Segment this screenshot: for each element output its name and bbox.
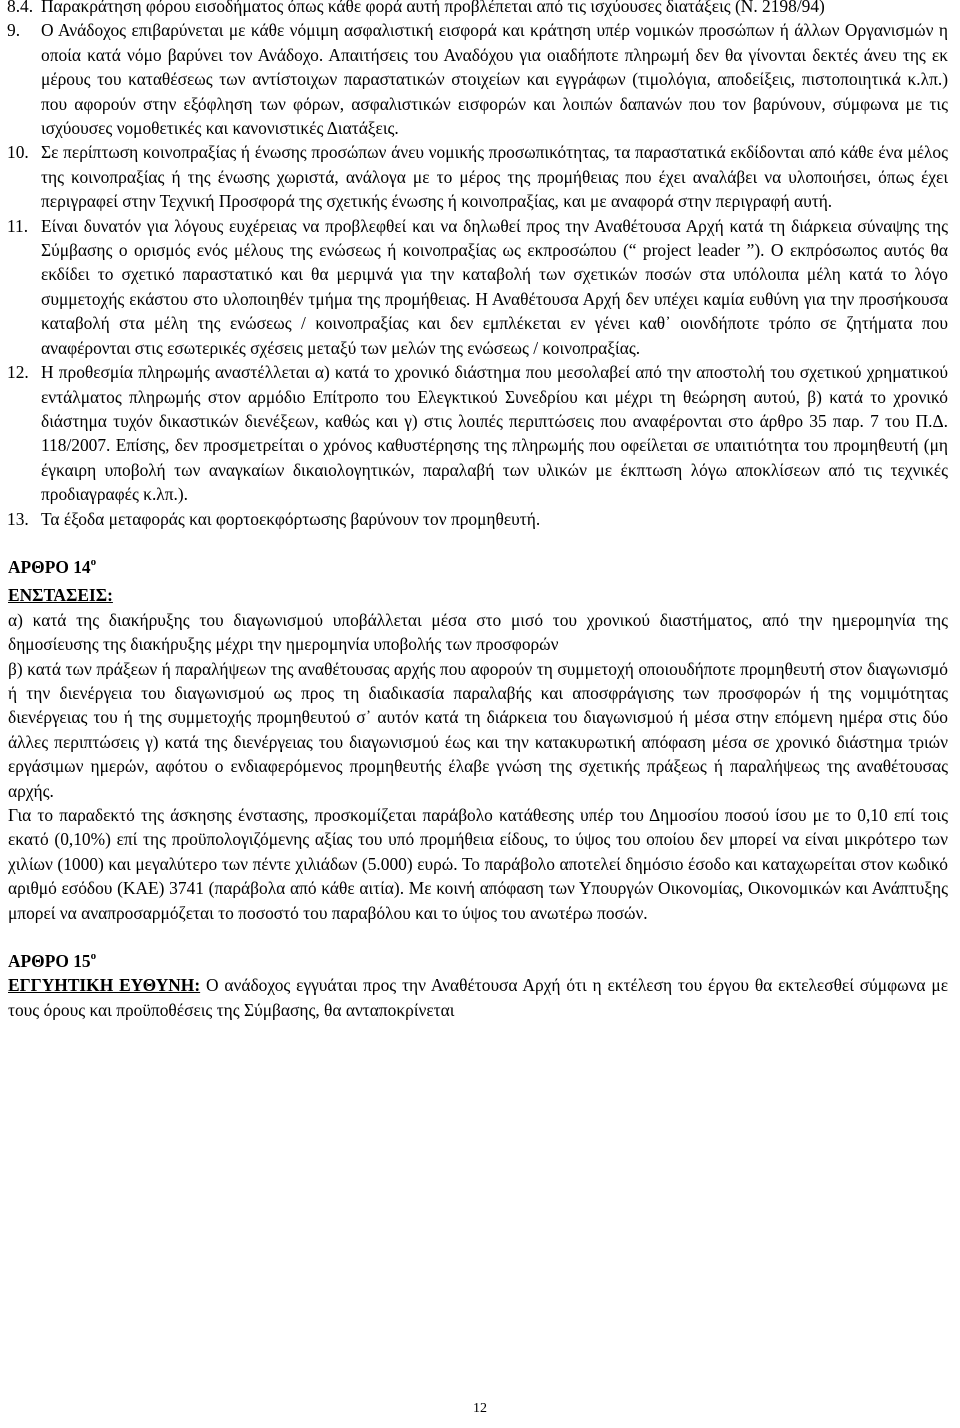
article-15-paragraph — [0, 973, 948, 1022]
clause-8-4 — [0, 0, 948, 18]
clause-text: Ο Ανάδοχος επιβαρύνεται με κάθε νόμιμη ασφαλιστική εισφορά και κράτηση υπέρ νομικών προσώπων ή άλλων Οργανισμών η οποία κατά νόμο βαρύνει τον Ανάδοχο. Απαιτήσεις του Αναδόχου για οιαδήποτε πληρωμή δεν θα γίνονται δεκτές άνευ της εκ μέρους του καταθέσεως των αντίστοιχων παραστατικών στοιχείων και εγγράφων (τιμολόγια, αποδείξεις, πιστοποιητικά κ.λπ.) που αφορούν στην εξόφληση των φόρων, ασφαλιστικών εισφορών και λοιπών δαπανών που τον βαρύνουν, σύμφωνα με τις ισχύουσες νομοθετικές και κανονιστικές Διατάξεις. — [41, 20, 948, 139]
page-number: 12 — [473, 1401, 487, 1416]
article-15-text: Ο ανάδοχος εγγυάται προς την Αναθέτουσα Αρχή ότι η εκτέλεση του έργου θα εκτελεσθεί σύμφωνα με τους όρους και προϋποθέσεις της Σύμβασης, θα ανταποκρίνεται — [8, 975, 948, 1020]
clause-number: 8.4. — [7, 0, 34, 16]
ordinal-superscript: ο — [90, 556, 97, 569]
clause-number: 10. — [7, 142, 29, 163]
clause-10 — [0, 140, 948, 213]
clause-number: 11. — [7, 215, 29, 236]
clause-9 — [0, 18, 948, 140]
article-15-subheading: ΕΓΓΥΗΤΙΚΗ ΕΥΘΥΝΗ: — [8, 975, 201, 996]
clause-text: Η προθεσμία πληρωμής αναστέλλεται α) κατά το χρονικό διάστημα που μεσολαβεί από την αποστολή του σχετικού χρηματικού εντάλματος πληρωμής στον αρμόδιο Επίτροπο του Ελεγκτικού Συνεδρίου και μέχρι τη θεώρηση αυτού, β) κατά το χρονικό διάστημα τυχόν δικαστικών διενέξεων, καθώς και γ) στις λοιπές περιπτώσεις που αναφέρονται στο άρθρο 35 παρ. 7 του Π.Δ. 118/2007. Επίσης, δεν προσμετρείται ο χρόνος καθυστέρησης της πληρωμής που οφείλεται σε υπαιτιότητα του προμηθευτή (μη έγκαιρη υποβολή των αναγκαίων δικαιολογητικών, παραλαβή των υλικών με έκπτωση λόγω αποκλίσεων από τις τεχνικές προδιαγραφές κ.λπ.). — [41, 362, 948, 505]
clause-text: Σε περίπτωση κοινοπραξίας ή ένωσης προσώπων άνευ νομικής προσωπικότητας, τα παραστατικά εκδίδονται από κάθε ένα μέλος της κοινοπραξίας ή της ένωσης χωριστά, ανάλογα με το μέρος της προμήθειας που έχει αναλάβει να υλοποιήσει, όπως έχει περιγραφεί στην Τεχνική Προσφορά της σχετικής ένωσης ή κοινοπραξίας, και με αναφορά στην περιγραφή αυτή. — [41, 142, 948, 212]
clause-number: 13. — [7, 508, 29, 529]
article-14-paragraph-fee: Για το παραδεκτό της άσκησης ένστασης, προσκομίζεται παράβολο κατάθεσης υπέρ του Δημοσίου ποσού ίσου με το 0,10 επί τοις εκατό (0,10%) επί της προϋπολογιζόμενης αξίας του υπό προμήθεια είδους, το ύψος του οποίου δεν μπορεί να είναι μικρότερο των χιλίων (1000) και μεγαλύτερο των πέντε χιλιάδων (5.000) ευρώ. Το παράβολο αποτελεί δημόσιο έσοδο και καταχωρείται στον κωδικό αριθμό εσόδου (ΚΑΕ) 3741 (παράβολα από κάθε αιτία). Με κοινή απόφαση των Υπουργών Οικονομίας, Οικονομικών και Ανάπτυξης μπορεί να αναπροσαρμόζεται το ποσοστό του παραβόλου και το ύψος του ανωτέρω ποσών. — [8, 805, 948, 923]
clause-13 — [0, 507, 948, 531]
clause-text: Παρακράτηση φόρου εισοδήματος όπως κάθε φορά αυτή προβλέπεται από τις ισχύουσες διατάξεις (Ν. 2198/94) — [41, 0, 825, 16]
article-14-paragraph-b: β) κατά των πράξεων ή παραλήψεων της αναθέτουσας αρχής που αφορούν τη συμμετοχή οποιουδήποτε προμηθευτή στον διαγωνισμό ή την διενέργεια του διαγωνισμού ως προς τη διαδικασία παραλαβής και αποσφράγισης των προσφορών ή της νομιμότητας διενέργειας του ή της συμμετοχής προμηθευτού σ᾽ αυτόν κατά τη διάρκεια του διαγωνισμού ή μέσα στην επόμενη ημέρα στις δύο άλλες περιπτώσεις γ) κατά της διενέργειας του διαγωνισμού έως και την κατακυρωτική απόφαση μέσα σε χρονικό διάστημα τριών εργάσιμων ημερών, αφότου ο ενδιαφερόμενος προμηθευτής έλαβε γνώση της σχετικής πράξεως ή παραλήψεως της αναθέτουσας αρχής. — [8, 658, 948, 801]
clause-text: Τα έξοδα μεταφοράς και φορτοεκφόρτωσης βαρύνουν τον προμηθευτή. — [41, 508, 541, 529]
clause-number: 12. — [7, 362, 29, 383]
article-14-subheading: ΕΝΣΤΑΣΕΙΣ: — [8, 585, 113, 606]
clause-11 — [0, 214, 948, 360]
article-14-paragraph-a: α) κατά της διακήρυξης του διαγωνισμού υποβάλλεται μέσα στο μισό του χρονικού διαστήματος, από την ημερομηνία της δημοσίευσης της διακήρυξης μέχρι την ημερομηνία υποβολής των προσφορών — [8, 609, 948, 655]
clause-text: Είναι δυνατόν για λόγους ευχέρειας να προβλεφθεί και να δηλωθεί προς την Αναθέτουσα Αρχή κατά τη διάρκεια σύναψης της Σύμβασης ο ορισμός ενός μέλους της ενώσεως ή κοινοπραξίας ως εκπροσώπου (“ project leader ”). Ο εκπρόσωπος αυτός θα εκδίδει το σχετικό παραστατικό και θα μεριμνά για την καταβολή των σχετικών ποσών στα υπόλοιπα μέλη κατά το λόγο συμμετοχής εκάστου στο υλοποιηθέν τμήμα της προμήθειας. Η Αναθέτουσα Αρχή δεν υπέχει καμία ευθύνη για την προσήκουσα καταβολή στα μέλη της ενώσεως / κοινοπραξίας και δεν εμπλέκεται εν γένει καθ᾽ οιονδήποτε τρόπο σε ζητήματα που αναφέρονται στις εσωτερικές σχέσεις μεταξύ των μελών της ενώσεως / κοινοπραξίας. — [41, 215, 948, 358]
clause-12 — [0, 360, 948, 506]
article-14-title: ΑΡΘΡΟ $14^o$ — [8, 556, 97, 577]
clause-number: 9. — [7, 20, 21, 41]
ordinal-superscript: ο — [90, 950, 97, 963]
article-15-title: ΑΡΘΡΟ $15^o$ — [8, 950, 97, 972]
